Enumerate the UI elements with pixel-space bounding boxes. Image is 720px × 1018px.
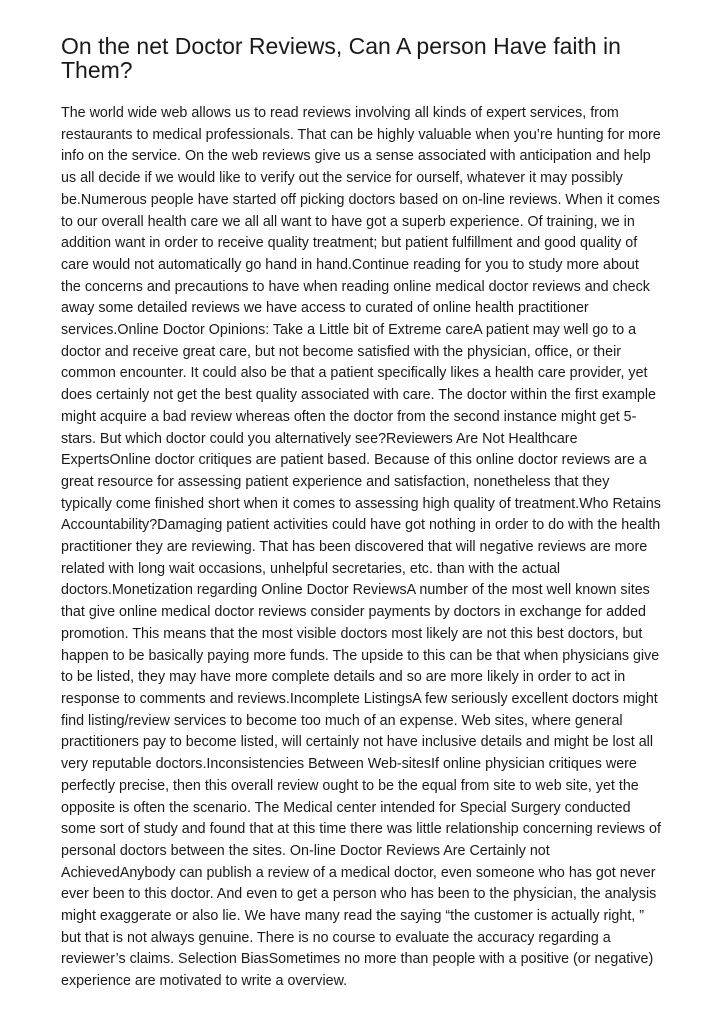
document-title: On the net Doctor Reviews, Can A person Have faith in Them?: [61, 33, 621, 83]
document-body: The world wide web allows us to read reviews involving all kinds of expert services, from restaurants to medical professionals. That can be highly valuable when you’re hunting for more info on the service. On the web reviews give us a sense associated with anticipation and help us all decide if we would like to verify out the service for ourself, whatever it may possibly be.Numerous people have started off picking doctors based on on-line reviews. When it comes to our overall health care we all all want to have got a superb experience. Of training, we in addition want in order to receive quality treatment; but patient fulfillment and good quality of care would not automatically go hand in hand.Continue reading for you to study more about the concerns and precautions to have when reading online medical doctor reviews and check away some detailed reviews we have access to curated of online health practitioner services.Online Doctor Opinions: Take a Little bit of Extreme careA patient may well go to a doctor and receive great care, but not become satisfied with the physician, office, or their common encounter. It could also be that a patient specifically likes a health care provider, yet does certainly not get the best quality associated with care. The doctor within the first example might acquire a bad review whereas often the doctor from the second instance might get 5-stars. But which doctor could you alternatively see?Reviewers Are Not Healthcare ExpertsOnline doctor critiques are patient based. Because of this online doctor reviews are a great resource for assessing patient experience and satisfaction, nonetheless that they typically come finished short when it comes to assessing high quality of treatment.Who Retains Accountability?Damaging patient activities could have got nothing in order to do with the health practitioner they are reviewing. That has been discovered that will negative reviews are more related with long wait occasions, unhelpful secretaries, etc. than with the actual doctors.Monetization regarding Online Doctor ReviewsA number of the most well known sites that give online medical doctor reviews consider payments by doctors in exchange for added promotion. This means that the most visible doctors most likely are not this best doctors, but happen to be basically paying more funds. The upside to this can be that when physicians give to be listed, they may have more complete details and so are more likely in order to act in response to comments and reviews.Incomplete ListingsA few seriously excellent doctors might find listing/review services to become too much of an expense. Web sites, where general practitioners pay to become listed, will certainly not have inclusive details and might be lost all very reputable doctors.Inconsistencies Between Web-sitesIf online physician critiques were perfectly precise, then this overall review ought to be the equal from site to web site, yet the opposite is often the scenario. The Medical center intended for Special Surgery conducted some sort of study and found that at this time there was little relationship concerning reviews of personal doctors between the sites. On-line Doctor Reviews Are Certainly not AchievedAnybody can publish a review of a medical doctor, even someone who has got never ever been to this doctor. And even to get a person who has been to the physician, the analysis might exaggerate or also lie. We have many read the saying “the customer is actually right, ” but that is not always genuine. There is no course to evaluate the accuracy regarding a reviewer’s claims. Selection BiasSometimes no more than people with a positive (or negative) experience are motivated to write a overview.: [61, 105, 661, 990]
